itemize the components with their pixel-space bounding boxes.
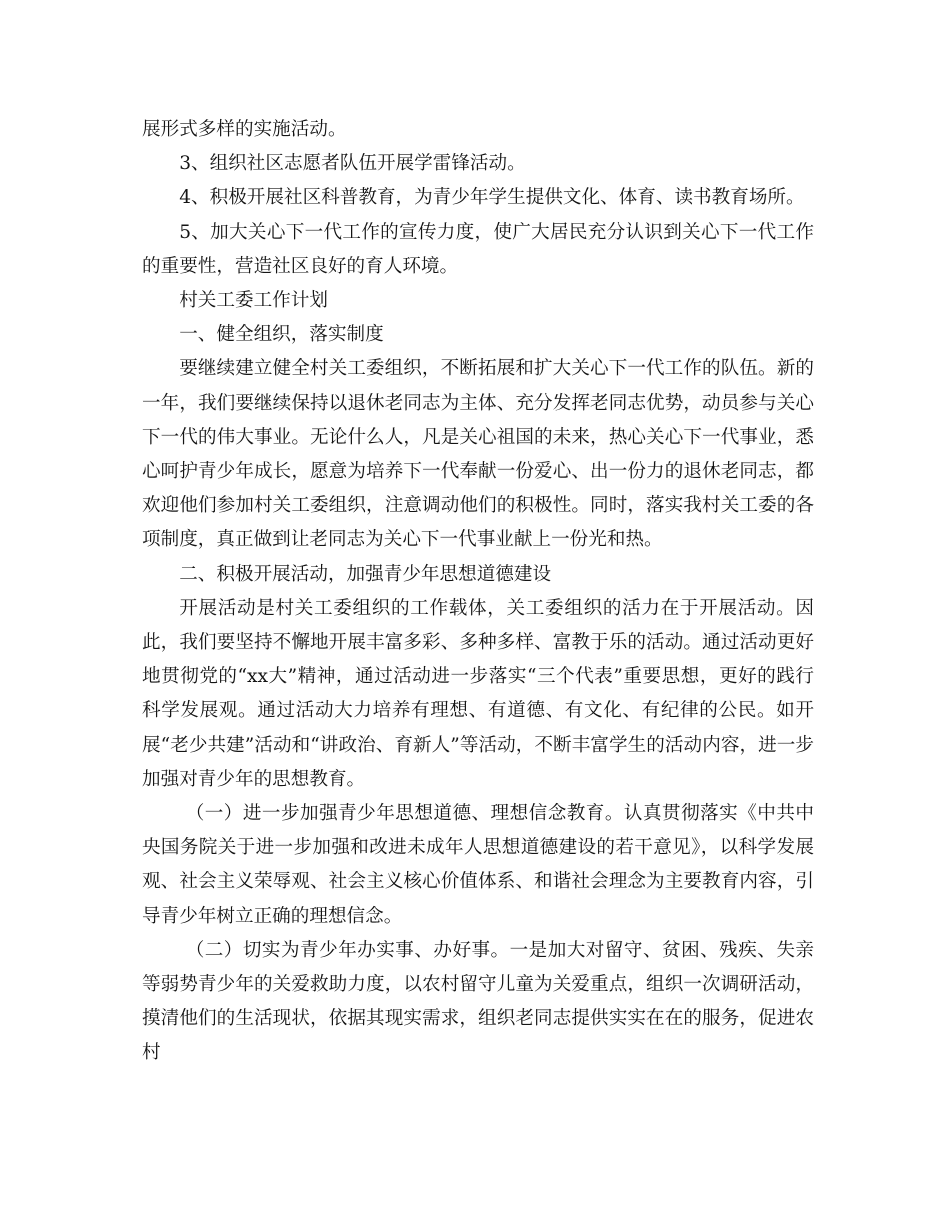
paragraph-activities: 开展活动是村关工委组织的工作载体，关工委组织的活力在于开展活动。因此，我们要坚持不懈地开展丰富多彩、多种多样、富教于乐的活动。通过活动更好地贯彻党的“xx大”精神，通过活动进一步落实“三个代表”重要思想，更好的践行科学发展观。通过活动大力培养有理想、有道德、有文化、有纪律的公民。如开展“老少共建”活动和“讲政治、育新人”等活动，不断丰富学生的活动内容，进一步加强对青少年的思想教育。 xyxy=(142,597,814,790)
section-title: 村关工委工作计划 xyxy=(179,290,328,312)
document-body xyxy=(142,113,814,1071)
paragraph-item-3: 3、组织社区志愿者队伍开展学雷锋活动。 xyxy=(179,153,526,175)
paragraph-subsection-2: （二）切实为青少年办实事、办好事。一是加大对留守、贫困、残疾、失亲等弱势青少年的关爱救助力度，以农村留守儿童为关爱重点，组织一次调研活动，摸清他们的生活现状，依据其现实需求，组织老同志提供实实在在的服务，促进农村 xyxy=(142,939,814,1064)
paragraph-item-4: 4、积极开展社区科普教育，为青少年学生提供文化、体育、读书教育场所。 xyxy=(179,187,805,209)
paragraph-item-5: 5、加大关心下一代工作的宣传力度，使广大居民充分认识到关心下一代工作的重要性，营造社区良好的育人环境。 xyxy=(142,221,814,277)
paragraph-organization: 要继续建立健全村关工委组织，不断拓展和扩大关心下一代工作的队伍。新的一年，我们要继续保持以退休老同志为主体、充分发挥老同志优势，动员参与关心下一代的伟大事业。无论什么人，凡是关心祖国的未来，热心关心下一代事业，悉心呵护青少年成长，愿意为培养下一代奉献一份爱心、出一份力的退休老同志，都欢迎他们参加村关工委组织，注意调动他们的积极性。同时，落实我村关工委的各项制度，真正做到让老同志为关心下一代事业献上一份光和热。 xyxy=(142,358,814,551)
paragraph-continuation: 展形式多样的实施活动。 xyxy=(142,119,347,140)
heading-1: 一、健全组织，落实制度 xyxy=(179,324,384,346)
paragraph-subsection-1: （一）进一步加强青少年思想道德、理想信念教育。认真贯彻落实《中共中央国务院关于进一步加强和改进未成年人思想道德建设的若干意见》，以科学发展观、社会主义荣辱观、社会主义核心价值体系、和谐社会理念为主要教育内容，引导青少年树立正确的理想信念。 xyxy=(142,803,814,927)
heading-2: 二、积极开展活动，加强青少年思想道德建设 xyxy=(179,563,552,585)
